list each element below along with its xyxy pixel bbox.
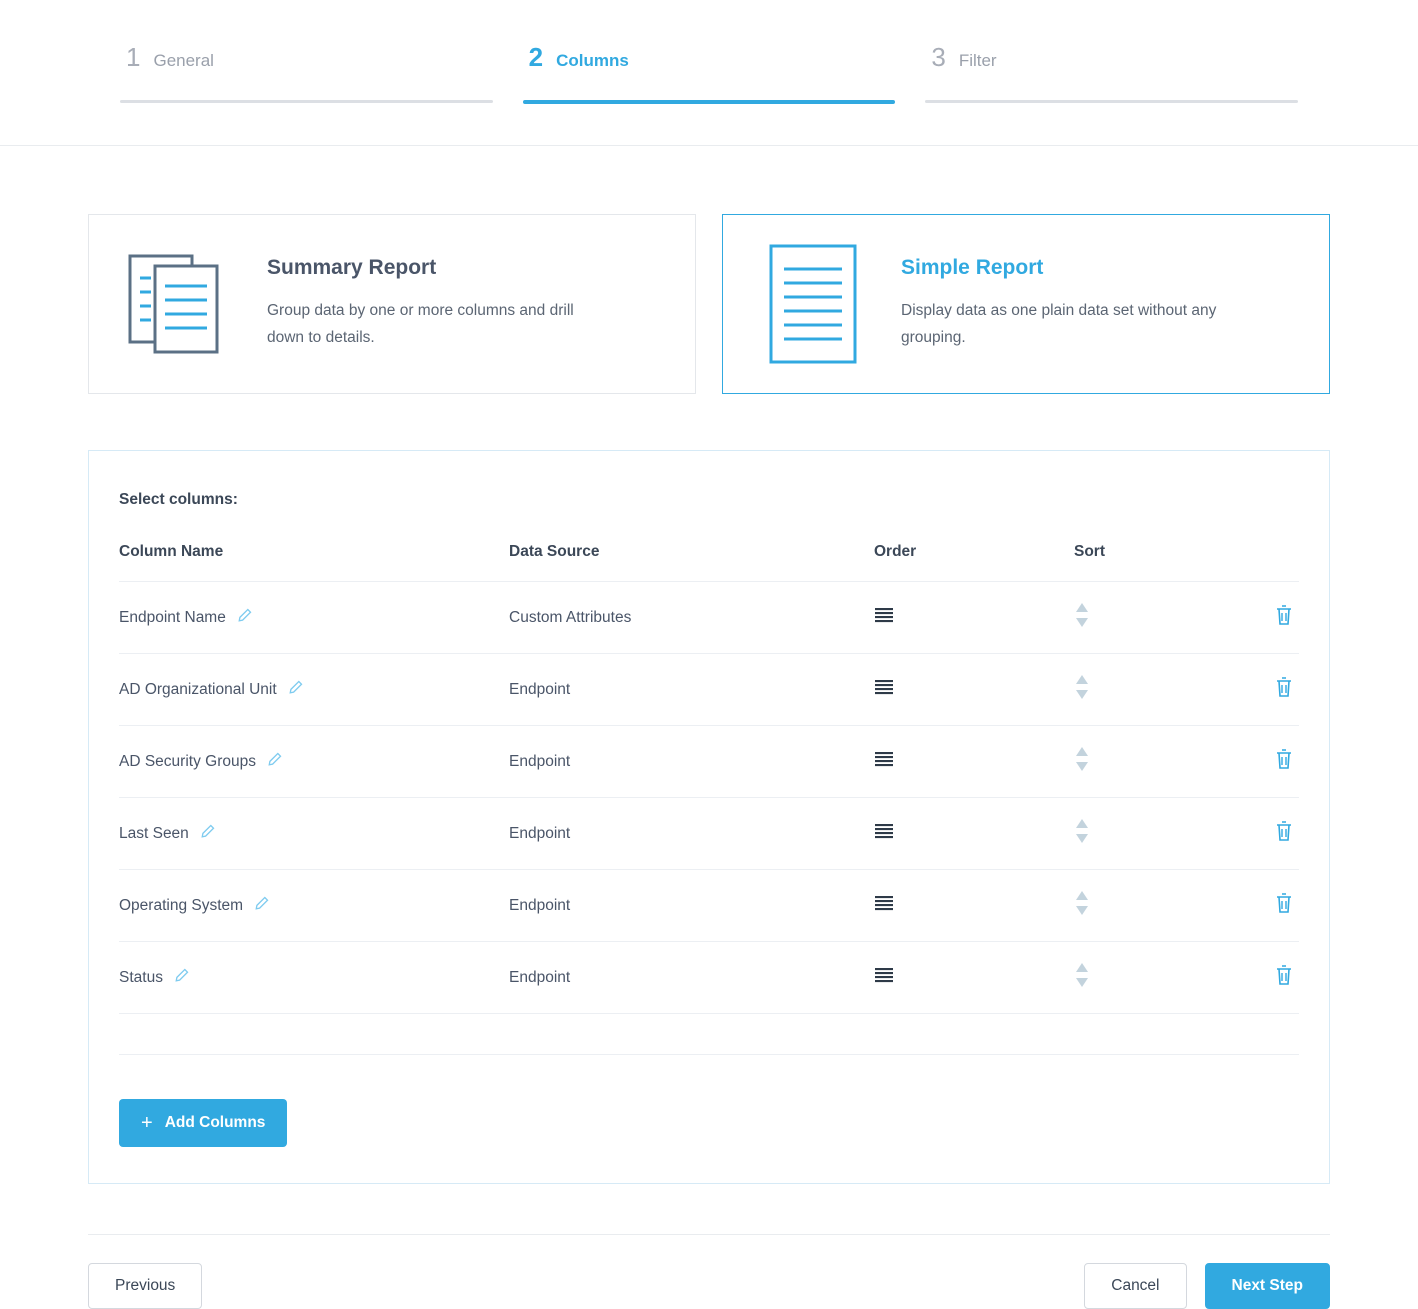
header-column-name: Column Name bbox=[119, 543, 509, 582]
drag-order-handle-icon[interactable] bbox=[874, 827, 894, 844]
table-bottom-spacer bbox=[119, 1014, 1299, 1055]
header-delete bbox=[1274, 543, 1299, 582]
delete-trash-icon[interactable] bbox=[1274, 757, 1294, 774]
table-row bbox=[119, 798, 1299, 870]
report-type-summary-description: Group data by one or more columns and drill down to details. bbox=[267, 302, 574, 346]
edit-pencil-icon[interactable] bbox=[237, 608, 252, 628]
row-data-source: Endpoint bbox=[509, 942, 874, 1014]
step-general-label: General bbox=[153, 51, 214, 70]
sort-arrows-icon[interactable] bbox=[1074, 759, 1090, 776]
step-filter-number: 3 bbox=[931, 42, 946, 72]
edit-pencil-icon[interactable] bbox=[254, 896, 269, 916]
row-sort-cell bbox=[1074, 942, 1274, 1014]
edit-pencil-icon[interactable] bbox=[200, 824, 215, 844]
step-general-label-row bbox=[120, 44, 493, 70]
edit-pencil-icon[interactable] bbox=[174, 968, 189, 988]
edit-pencil-icon[interactable] bbox=[288, 680, 303, 700]
add-columns-label: Add Columns bbox=[164, 1114, 266, 1131]
drag-order-handle-icon[interactable] bbox=[874, 611, 894, 628]
row-column-name: Operating System bbox=[119, 896, 244, 914]
single-document-icon bbox=[755, 243, 871, 365]
row-data-source: Endpoint bbox=[509, 726, 874, 798]
row-order-cell bbox=[874, 798, 1074, 870]
sort-arrows-icon[interactable] bbox=[1074, 615, 1090, 632]
delete-trash-icon[interactable] bbox=[1274, 613, 1294, 630]
row-column-name: AD Organizational Unit bbox=[119, 680, 277, 698]
step-general[interactable] bbox=[120, 44, 493, 145]
row-sort-cell bbox=[1074, 870, 1274, 942]
row-order-cell bbox=[874, 654, 1074, 726]
row-column-name-cell bbox=[119, 942, 509, 1014]
row-sort-cell bbox=[1074, 798, 1274, 870]
step-general-progress-bar bbox=[120, 100, 493, 103]
report-type-simple-title: Simple Report bbox=[901, 256, 1044, 280]
step-columns-progress-bar bbox=[523, 100, 896, 104]
row-order-cell bbox=[874, 582, 1074, 654]
row-data-source: Custom Attributes bbox=[509, 582, 874, 654]
step-columns[interactable] bbox=[523, 44, 896, 145]
row-sort-cell bbox=[1074, 726, 1274, 798]
delete-trash-icon[interactable] bbox=[1274, 829, 1294, 846]
report-type-simple-text bbox=[901, 256, 1241, 351]
drag-order-handle-icon[interactable] bbox=[874, 899, 894, 916]
table-row bbox=[119, 870, 1299, 942]
step-general-number: 1 bbox=[126, 42, 141, 72]
row-delete-cell bbox=[1274, 798, 1299, 870]
drag-order-handle-icon[interactable] bbox=[874, 683, 894, 700]
drag-order-handle-icon[interactable] bbox=[874, 971, 894, 988]
delete-trash-icon[interactable] bbox=[1274, 901, 1294, 918]
delete-trash-icon[interactable] bbox=[1274, 973, 1294, 990]
footer-right-actions bbox=[1084, 1263, 1330, 1309]
row-column-name-cell bbox=[119, 654, 509, 726]
report-type-summary-title: Summary Report bbox=[267, 256, 437, 280]
table-row bbox=[119, 654, 1299, 726]
wizard-stepper bbox=[0, 0, 1418, 146]
columns-panel bbox=[88, 450, 1330, 1184]
row-sort-cell bbox=[1074, 582, 1274, 654]
step-filter-label-row bbox=[925, 44, 1298, 70]
row-order-cell bbox=[874, 726, 1074, 798]
header-order: Order bbox=[874, 543, 1074, 582]
main-content bbox=[0, 146, 1418, 1184]
edit-pencil-icon[interactable] bbox=[267, 752, 282, 772]
sort-arrows-icon[interactable] bbox=[1074, 687, 1090, 704]
row-column-name-cell bbox=[119, 726, 509, 798]
row-delete-cell bbox=[1274, 726, 1299, 798]
report-type-card-summary[interactable] bbox=[88, 214, 696, 394]
header-sort: Sort bbox=[1074, 543, 1274, 582]
row-column-name-cell bbox=[119, 870, 509, 942]
columns-table-header-row bbox=[119, 543, 1299, 582]
add-columns-button[interactable] bbox=[119, 1099, 287, 1147]
columns-table-body bbox=[119, 582, 1299, 1055]
row-data-source: Endpoint bbox=[509, 870, 874, 942]
plus-icon: + bbox=[141, 1112, 153, 1134]
delete-trash-icon[interactable] bbox=[1274, 685, 1294, 702]
row-data-source: Endpoint bbox=[509, 654, 874, 726]
table-row bbox=[119, 726, 1299, 798]
step-columns-label-row bbox=[523, 44, 896, 70]
row-delete-cell bbox=[1274, 870, 1299, 942]
row-sort-cell bbox=[1074, 654, 1274, 726]
row-order-cell bbox=[874, 942, 1074, 1014]
select-columns-label: Select columns: bbox=[119, 491, 238, 508]
row-column-name-cell bbox=[119, 582, 509, 654]
row-delete-cell bbox=[1274, 654, 1299, 726]
cancel-button[interactable]: Cancel bbox=[1084, 1263, 1186, 1309]
sort-arrows-icon[interactable] bbox=[1074, 975, 1090, 992]
row-data-source: Endpoint bbox=[509, 798, 874, 870]
row-order-cell bbox=[874, 870, 1074, 942]
sort-arrows-icon[interactable] bbox=[1074, 903, 1090, 920]
row-column-name: AD Security Groups bbox=[119, 752, 256, 770]
stacked-documents-icon bbox=[121, 246, 237, 362]
report-type-card-simple[interactable] bbox=[722, 214, 1330, 394]
sort-arrows-icon[interactable] bbox=[1074, 831, 1090, 848]
drag-order-handle-icon[interactable] bbox=[874, 755, 894, 772]
report-type-summary-text bbox=[267, 256, 607, 351]
report-type-simple-description: Display data as one plain data set without any grouping. bbox=[901, 302, 1217, 346]
next-step-button[interactable]: Next Step bbox=[1205, 1263, 1331, 1309]
row-column-name: Status bbox=[119, 968, 163, 986]
report-type-selector bbox=[88, 214, 1330, 394]
row-column-name: Endpoint Name bbox=[119, 608, 226, 626]
wizard-footer bbox=[88, 1234, 1330, 1309]
previous-button[interactable]: Previous bbox=[88, 1263, 202, 1309]
step-columns-number: 2 bbox=[528, 42, 544, 72]
step-filter[interactable] bbox=[925, 44, 1298, 145]
step-filter-progress-bar bbox=[925, 100, 1298, 103]
row-delete-cell bbox=[1274, 582, 1299, 654]
row-column-name: Last Seen bbox=[119, 824, 189, 842]
table-row bbox=[119, 582, 1299, 654]
header-data-source: Data Source bbox=[509, 543, 874, 582]
step-columns-label: Columns bbox=[556, 51, 629, 70]
row-column-name-cell bbox=[119, 798, 509, 870]
columns-table bbox=[119, 543, 1299, 1055]
step-filter-label: Filter bbox=[958, 51, 997, 70]
row-delete-cell bbox=[1274, 942, 1299, 1014]
table-row bbox=[119, 942, 1299, 1014]
